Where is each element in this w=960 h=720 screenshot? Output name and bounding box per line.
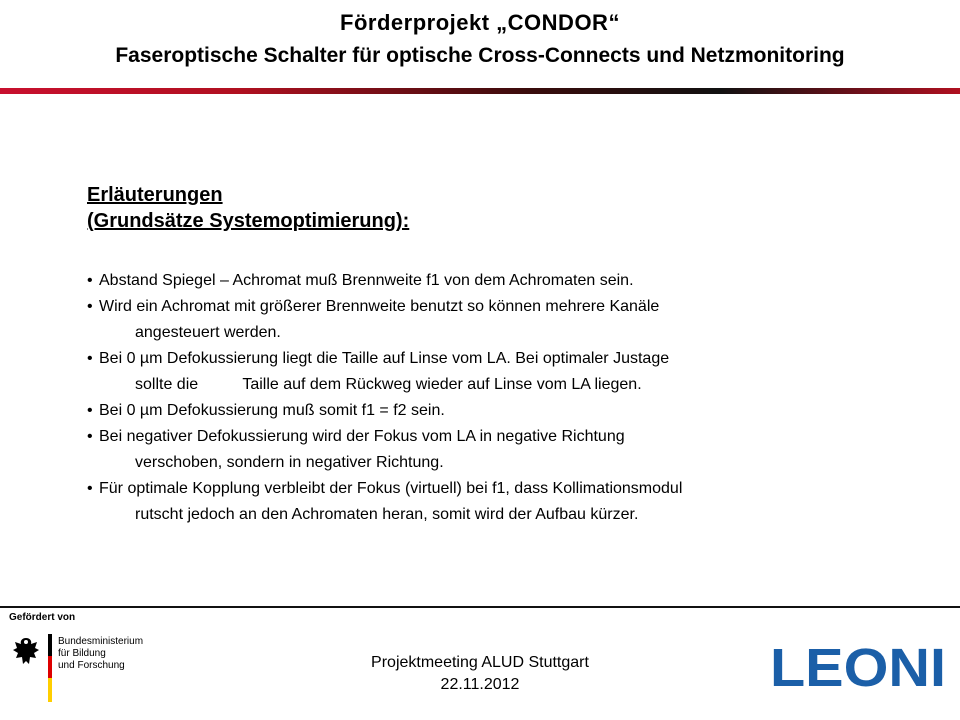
bullet-item (87, 294, 917, 346)
bullet-text: Bei 0 µm Defokussierung muß somit f1 = f2 sein. (99, 402, 445, 419)
meeting-name: Projektmeeting ALUD Stuttgart (371, 654, 589, 671)
bullet-item (87, 268, 917, 294)
bullet-item (87, 424, 917, 476)
bullet-continuation: angesteuert werden. (135, 324, 281, 341)
ministry-line-2: für Bildung (58, 648, 106, 659)
ministry-line-1: Bundesministerium (58, 636, 144, 647)
bullet-dot-icon: • (87, 402, 93, 419)
bullet-dot-icon: • (87, 480, 93, 497)
heading-line-2: (Grundsätze Systemoptimierung): (87, 210, 410, 232)
header-divider-bar (0, 88, 960, 94)
bullet-dot-icon: • (87, 428, 93, 445)
ministry-line-3: und Forschung (58, 660, 125, 671)
funded-by-label: Gefördert von (9, 612, 76, 623)
flag-stripe-gold (48, 678, 52, 702)
bullet-dot-icon: • (87, 298, 93, 315)
flag-stripe-black (48, 634, 52, 656)
slide-content (87, 182, 917, 528)
bullet-dot-icon: • (87, 272, 93, 289)
footer-divider-line (0, 606, 960, 608)
meeting-date: 22.11.2012 (440, 676, 520, 693)
bullet-item (87, 346, 917, 398)
bullet-text: Bei negativer Defokussierung wird der Fokus vom LA in negative Richtung (99, 428, 625, 445)
bullet-text: Abstand Spiegel – Achromat muß Brennweite f1 von dem Achromaten sein. (99, 272, 634, 289)
bullet-continuation: sollte die Taille auf dem Rückweg wieder auf Linse vom LA liegen. (135, 376, 642, 393)
bullet-text: Bei 0 µm Defokussierung liegt die Taille auf Linse vom LA. Bei optimaler Justage (99, 350, 670, 367)
footer-meeting-info (290, 652, 670, 696)
bullet-item (87, 476, 917, 528)
federal-eagle-icon (13, 638, 39, 664)
bullet-dot-icon: • (87, 350, 93, 367)
bmbf-logo (10, 632, 180, 704)
bullet-text: Für optimale Kopplung verbleibt der Fokus (virtuell) bei f1, dass Kollimationsmodul (99, 480, 683, 497)
bullet-text: Wird ein Achromat mit größerer Brennweite benutzt so können mehrere Kanäle (99, 298, 660, 315)
flag-stripe-red (48, 656, 52, 678)
bullet-continuation: verschoben, sondern in negativer Richtung. (135, 454, 444, 471)
section-heading (87, 182, 917, 234)
slide-title: Förderprojekt „CONDOR“ (340, 10, 620, 35)
bullet-continuation: rutscht jedoch an den Achromaten heran, somit wird der Aufbau kürzer. (135, 506, 639, 523)
heading-line-1: Erläuterungen (87, 184, 223, 206)
leoni-logo-text: LEONI (770, 638, 946, 694)
bullet-list (87, 268, 917, 528)
leoni-logo (768, 636, 948, 694)
slide-subtitle: Faseroptische Schalter für optische Cross-Connects und Netzmonitoring (115, 44, 845, 67)
bullet-item (87, 398, 917, 424)
